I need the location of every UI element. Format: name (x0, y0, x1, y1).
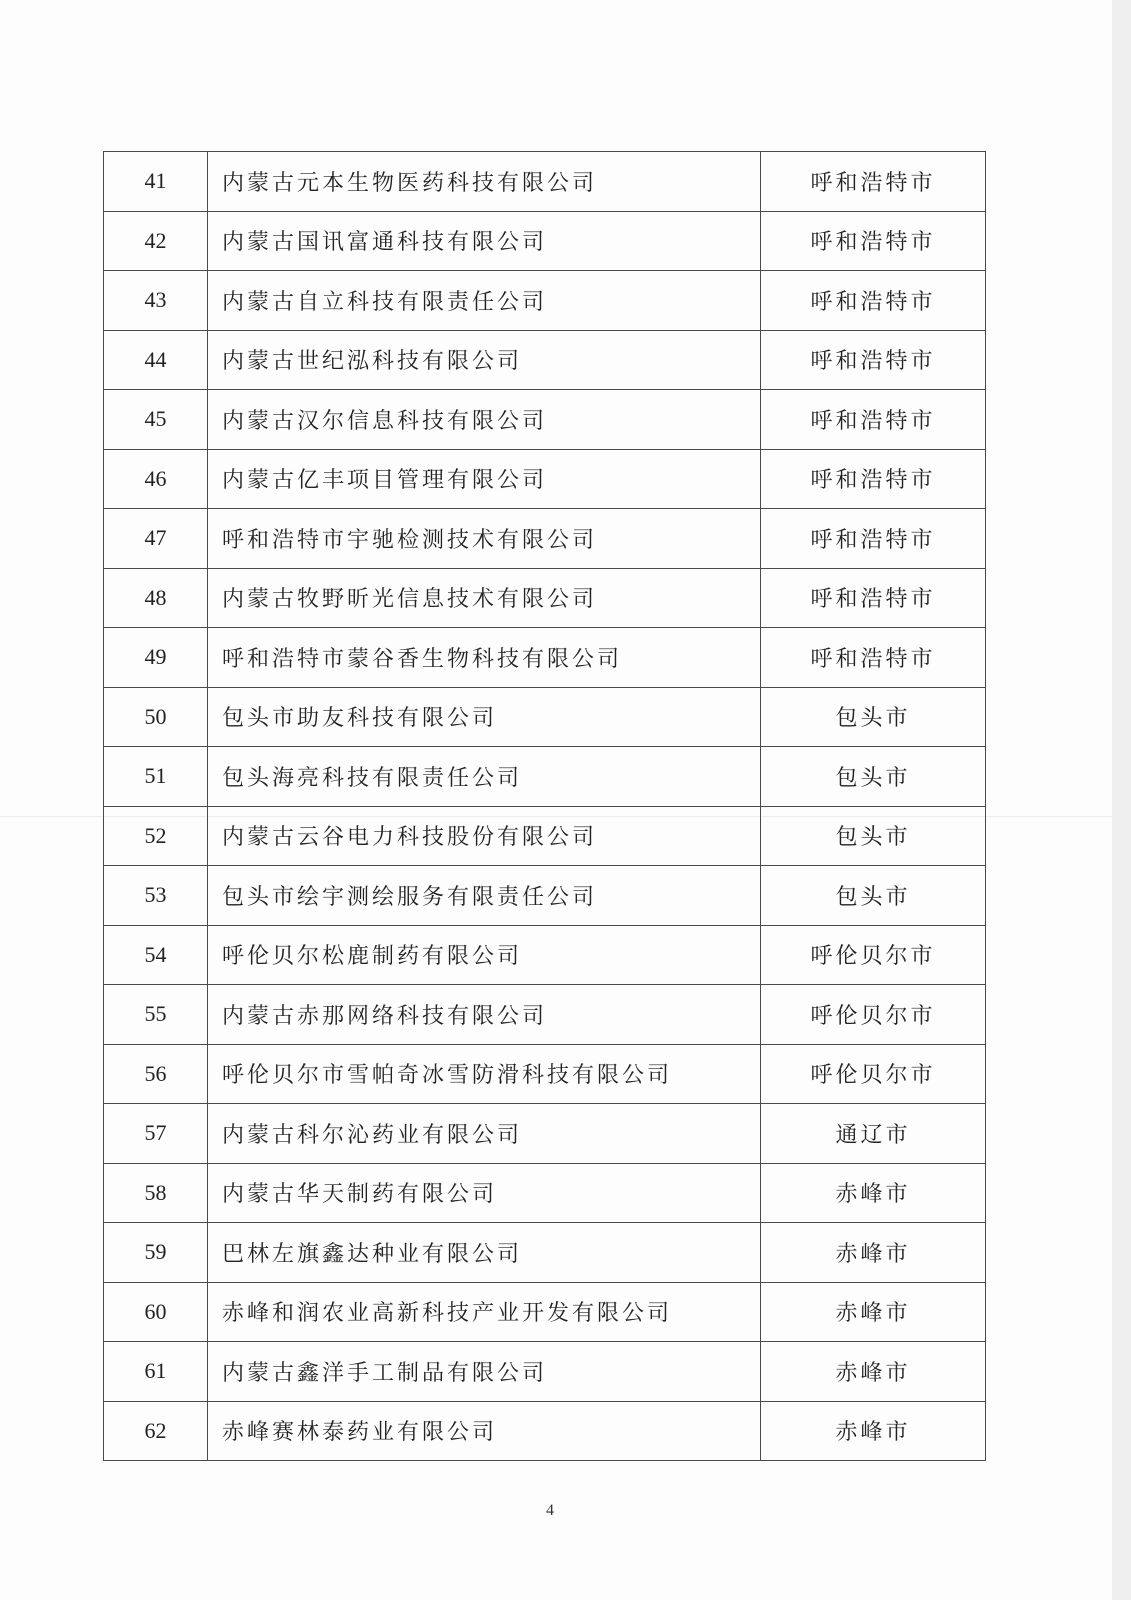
table-row (104, 866, 986, 926)
city-cell: 呼和浩特市 (761, 330, 986, 390)
table-row (104, 1044, 986, 1104)
table-row (104, 747, 986, 807)
company-name-cell: 内蒙古国讯富通科技有限公司 (208, 211, 761, 271)
company-name-cell: 呼和浩特市宇驰检测技术有限公司 (208, 509, 761, 569)
city-cell: 赤峰市 (761, 1342, 986, 1402)
table-row (104, 1223, 986, 1283)
city-cell: 呼和浩特市 (761, 509, 986, 569)
row-number-cell: 57 (104, 1104, 208, 1164)
company-name-cell: 赤峰和润农业高新科技产业开发有限公司 (208, 1282, 761, 1342)
row-number-cell: 54 (104, 925, 208, 985)
city-cell: 包头市 (761, 687, 986, 747)
company-list-table (103, 151, 986, 1461)
table-row (104, 806, 986, 866)
city-cell: 呼伦贝尔市 (761, 985, 986, 1045)
row-number-cell: 47 (104, 509, 208, 569)
company-name-cell: 内蒙古汉尔信息科技有限公司 (208, 390, 761, 450)
city-cell: 呼伦贝尔市 (761, 925, 986, 985)
city-cell: 呼和浩特市 (761, 628, 986, 688)
company-name-cell: 呼和浩特市蒙谷香生物科技有限公司 (208, 628, 761, 688)
city-cell: 赤峰市 (761, 1223, 986, 1283)
company-name-cell: 内蒙古牧野昕光信息技术有限公司 (208, 568, 761, 628)
row-number-cell: 41 (104, 152, 208, 212)
company-name-cell: 包头市助友科技有限公司 (208, 687, 761, 747)
company-name-cell: 赤峰赛林泰药业有限公司 (208, 1401, 761, 1461)
city-cell: 呼和浩特市 (761, 211, 986, 271)
page-number: 4 (546, 1502, 554, 1519)
table-row (104, 985, 986, 1045)
table-row (104, 211, 986, 271)
table-row (104, 509, 986, 569)
city-cell: 赤峰市 (761, 1282, 986, 1342)
company-name-cell: 内蒙古元本生物医药科技有限公司 (208, 152, 761, 212)
row-number-cell: 59 (104, 1223, 208, 1283)
company-name-cell: 内蒙古世纪泓科技有限公司 (208, 330, 761, 390)
row-number-cell: 61 (104, 1342, 208, 1402)
row-number-cell: 44 (104, 330, 208, 390)
table-row (104, 330, 986, 390)
row-number-cell: 48 (104, 568, 208, 628)
table-row (104, 1163, 986, 1223)
company-name-cell: 内蒙古亿丰项目管理有限公司 (208, 449, 761, 509)
company-name-cell: 内蒙古自立科技有限责任公司 (208, 271, 761, 331)
company-name-cell: 呼伦贝尔市雪帕奇冰雪防滑科技有限公司 (208, 1044, 761, 1104)
city-cell: 包头市 (761, 806, 986, 866)
table-row (104, 152, 986, 212)
city-cell: 包头市 (761, 747, 986, 807)
city-cell: 呼和浩特市 (761, 152, 986, 212)
row-number-cell: 56 (104, 1044, 208, 1104)
row-number-cell: 42 (104, 211, 208, 271)
row-number-cell: 52 (104, 806, 208, 866)
city-cell: 呼和浩特市 (761, 271, 986, 331)
page-edge-shadow (1112, 0, 1131, 1600)
company-name-cell: 内蒙古科尔沁药业有限公司 (208, 1104, 761, 1164)
table-row (104, 687, 986, 747)
city-cell: 包头市 (761, 866, 986, 926)
city-cell: 赤峰市 (761, 1401, 986, 1461)
table-row (104, 1401, 986, 1461)
city-cell: 呼和浩特市 (761, 390, 986, 450)
table-row (104, 390, 986, 450)
table-row (104, 568, 986, 628)
table-row (104, 1342, 986, 1402)
city-cell: 赤峰市 (761, 1163, 986, 1223)
company-list-body (104, 152, 986, 1461)
row-number-cell: 58 (104, 1163, 208, 1223)
row-number-cell: 49 (104, 628, 208, 688)
row-number-cell: 45 (104, 390, 208, 450)
company-name-cell: 包头市绘宇测绘服务有限责任公司 (208, 866, 761, 926)
row-number-cell: 55 (104, 985, 208, 1045)
row-number-cell: 53 (104, 866, 208, 926)
row-number-cell: 51 (104, 747, 208, 807)
table-row (104, 271, 986, 331)
row-number-cell: 43 (104, 271, 208, 331)
table-row (104, 1104, 986, 1164)
company-name-cell: 内蒙古华天制药有限公司 (208, 1163, 761, 1223)
city-cell: 呼伦贝尔市 (761, 1044, 986, 1104)
city-cell: 呼和浩特市 (761, 568, 986, 628)
company-name-cell: 内蒙古鑫洋手工制品有限公司 (208, 1342, 761, 1402)
row-number-cell: 60 (104, 1282, 208, 1342)
table-row (104, 925, 986, 985)
table-row (104, 628, 986, 688)
row-number-cell: 62 (104, 1401, 208, 1461)
table-row (104, 1282, 986, 1342)
company-name-cell: 包头海亮科技有限责任公司 (208, 747, 761, 807)
company-name-cell: 内蒙古赤那网络科技有限公司 (208, 985, 761, 1045)
city-cell: 呼和浩特市 (761, 449, 986, 509)
row-number-cell: 46 (104, 449, 208, 509)
company-name-cell: 呼伦贝尔松鹿制药有限公司 (208, 925, 761, 985)
table-row (104, 449, 986, 509)
company-name-cell: 内蒙古云谷电力科技股份有限公司 (208, 806, 761, 866)
city-cell: 通辽市 (761, 1104, 986, 1164)
company-name-cell: 巴林左旗鑫达种业有限公司 (208, 1223, 761, 1283)
row-number-cell: 50 (104, 687, 208, 747)
